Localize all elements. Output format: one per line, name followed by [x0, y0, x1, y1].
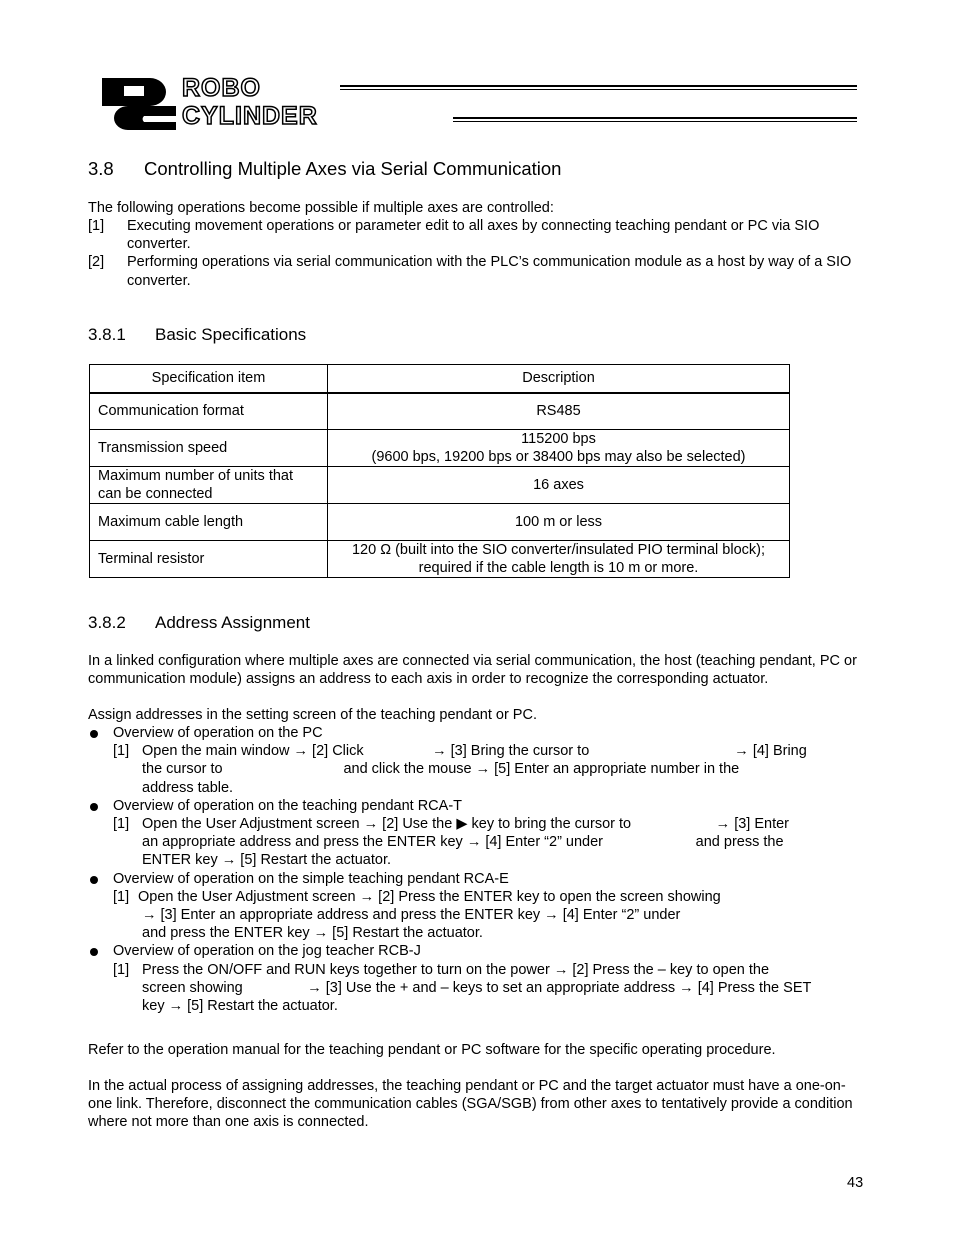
list-item [88, 253, 868, 289]
step-line: → [3] Enter an appropriate address and press the ENTER key → [4] Enter “2” under [142, 907, 681, 924]
step-line: key → [5] Restart the actuator. [142, 998, 338, 1015]
subsection-heading-basic-specs [88, 325, 306, 345]
subsection-title: Basic Specifications [155, 325, 307, 344]
step-line: an appropriate address and press the ENTER key → [4] Enter “2” under and press the [142, 834, 784, 851]
list-item [88, 217, 868, 253]
desc-line: 100 m or less [514, 514, 603, 530]
step-tag: [1] [113, 743, 130, 760]
bullet-dot-icon [90, 876, 98, 884]
bullet-step-list [88, 888, 868, 943]
section-title: Controlling Multiple Axes via Serial Communication [144, 158, 562, 179]
logo-wordmark [182, 76, 318, 129]
table-header-row [90, 365, 790, 393]
table-row [90, 393, 790, 430]
logo-text-robo: ROBO [182, 74, 261, 102]
bullet-step-list [88, 961, 868, 1016]
table-cell-item: Communication format [90, 393, 328, 430]
header-rule-bottom [453, 117, 857, 122]
subsection-number: 3.8.1 [88, 325, 126, 344]
bullet-item-pc [88, 724, 868, 742]
step-line: Press the ON/OFF and RUN keys together to turn on the power → [2] Press the – key to open the [142, 961, 770, 978]
step-tag: [1] [113, 816, 130, 833]
address-instruction: Assign addresses in the setting screen of the teaching pendant or PC. [88, 707, 537, 723]
spec-table [89, 364, 790, 578]
desc-line: (9600 bps, 19200 bps or 38400 bps may also be selected) [371, 449, 746, 465]
subsection-title: Address Assignment [155, 613, 310, 632]
list-item-text: Executing movement operations or parameter edit to all axes by connecting teaching pendant or PC via SIO converter. [127, 218, 820, 253]
table-cell-item: Transmission speed [90, 430, 328, 467]
bullet-dot-icon [90, 803, 98, 811]
section-heading [88, 158, 561, 180]
step-line: and press the ENTER key → [5] Restart the actuator. [142, 925, 483, 942]
rc-logo-mark-icon [98, 76, 178, 132]
table-row [90, 541, 790, 578]
address-paragraph: In a linked configuration where multiple axes are connected via serial communication, the host (teaching pendant, PC or communication module) assigns an address to each axis in order to recognize the corresponding actuator. [88, 653, 857, 688]
table-cell-desc [328, 467, 790, 504]
operation-overview-list [88, 724, 868, 1015]
subsection-number: 3.8.2 [88, 613, 126, 632]
step-line: Open the User Adjustment screen → [2] Press the ENTER key to open the screen showing [138, 888, 721, 905]
step-line: ENTER key → [5] Restart the actuator. [142, 852, 392, 869]
subsection-heading-address [88, 613, 310, 633]
bullet-title: Overview of operation on the teaching pendant RCA-T [113, 797, 463, 814]
table-row [90, 430, 790, 467]
page-number: 43 [847, 1175, 864, 1191]
list-item-tag: [2] [88, 254, 105, 271]
table-cell-item: Maximum number of units that can be connected [90, 467, 328, 504]
step-line: Open the User Adjustment screen → [2] Use the ▶ key to bring the cursor to → [3] Enter [142, 816, 790, 833]
desc-line: 16 axes [533, 477, 584, 493]
table-cell-item: Terminal resistor [90, 541, 328, 578]
desc-line: 115200 bps [521, 431, 596, 447]
section-number: 3.8 [88, 158, 114, 179]
step-line: the cursor to and click the mouse → [5] Enter an appropriate number in the [142, 761, 740, 778]
table-cell-desc [328, 430, 790, 467]
bullet-title: Overview of operation on the jog teacher RCB-J [113, 943, 421, 960]
desc-line: required if the cable length is 10 m or more. [418, 560, 699, 576]
step-tag: [1] [113, 961, 130, 978]
bullet-dot-icon [90, 948, 98, 956]
bullet-item-rcb-j [88, 942, 868, 960]
table-cell-desc [328, 541, 790, 578]
step-line: Open the main window → [2] Click → [3] Bring the cursor to → [4] Bring [142, 743, 807, 760]
bullet-item-rca-e [88, 870, 868, 888]
final-paragraph: In the actual process of assigning addresses, the teaching pendant or PC and the target actuator must have a one-on-one link. Therefore, disconnect the communication cables (SGA/SGB) from other axes to tentatively provide a condition where not more than one axis is connected. [88, 1078, 853, 1131]
bullet-step-list [88, 742, 868, 797]
table-header-cell: Specification item [90, 365, 328, 393]
desc-line: 120 Ω (built into the SIO converter/insulated PIO terminal block); [351, 542, 765, 558]
table-row [90, 467, 790, 504]
list-item-text: Performing operations via serial communication with the PLC’s communication module as a host by way of a SIO converter. [127, 254, 852, 289]
header-rule-top [340, 85, 857, 90]
bullet-title: Overview of operation on the PC [113, 725, 323, 741]
table-row [90, 504, 790, 541]
bullet-item-rca-t [88, 797, 868, 815]
bullet-dot-icon [90, 730, 98, 738]
table-cell-desc [328, 393, 790, 430]
section-intro: The following operations become possible if multiple axes are controlled: [88, 200, 554, 216]
refer-paragraph: Refer to the operation manual for the teaching pendant or PC software for the specific operating procedure. [88, 1042, 776, 1058]
bullet-step-list [88, 815, 868, 870]
step-line: screen showing → [3] Use the + and – keys to set an appropriate address → [4] Press the SET [142, 979, 812, 996]
step-tag: [1] [113, 888, 130, 905]
section-numbered-list [88, 217, 868, 290]
table-header-cell: Description [328, 365, 790, 393]
table-cell-item: Maximum cable length [90, 504, 328, 541]
step-line: address table. [142, 779, 234, 796]
logo-text-cylinder: CYLINDER [182, 102, 318, 130]
table-cell-desc [328, 504, 790, 541]
list-item-tag: [1] [88, 218, 105, 234]
bullet-title: Overview of operation on the simple teaching pendant RCA-E [113, 870, 509, 887]
desc-line: RS485 [536, 403, 581, 420]
